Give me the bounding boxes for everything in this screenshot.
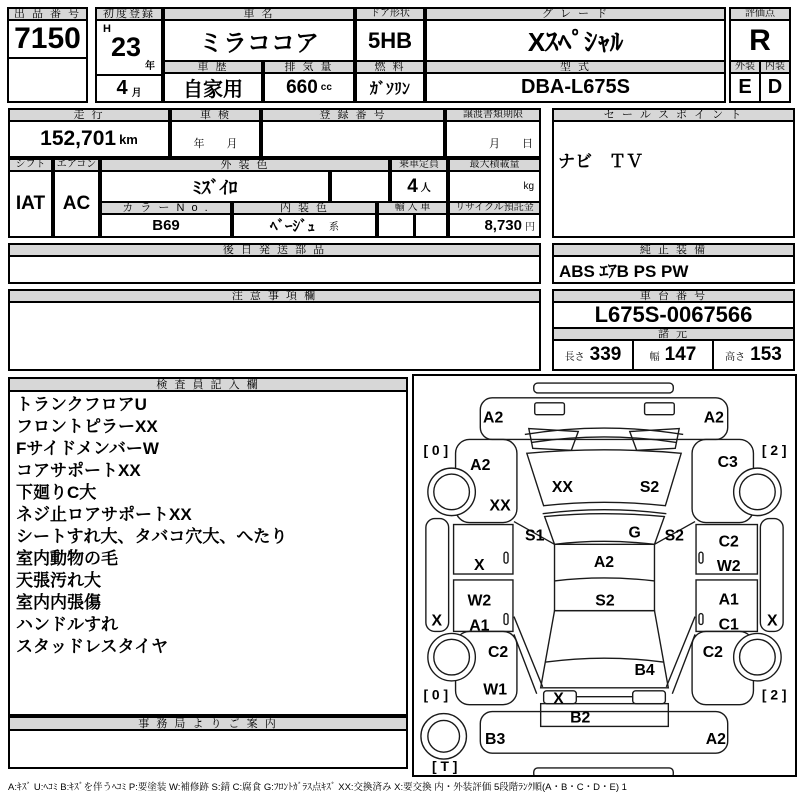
inspector-note-line: 天張汚れ大 xyxy=(16,571,101,590)
first-registration-year xyxy=(95,19,163,76)
inspector-note-line: 下廻りC大 xyxy=(16,483,97,502)
oem-equipment-value: ABS ｴｱB PS PW xyxy=(552,255,795,284)
damage-label: C1 xyxy=(718,616,739,634)
max-load-value xyxy=(448,170,541,203)
car-history-value: 自家用 xyxy=(163,72,263,103)
mileage-number: 152,701 xyxy=(40,127,117,150)
displacement-unit: cc xyxy=(320,82,332,93)
registration-number-value xyxy=(261,120,445,158)
inspector-notes-label: 検 査 員 記 入 欄 xyxy=(8,377,408,392)
wheels xyxy=(421,468,781,759)
legend-text: A:ｷｽﾞ U:ﾍｺﾐ B:ｷｽﾞを伴うﾍｺﾐ P:要塗装 W:補修跡 S:錆 C:腐食 G:ﾌﾛﾝﾄｶﾞﾗｽ点ｷｽﾞ XX:交換済み X:要交換 内・外装評価 5段階ﾗﾝｸ順(A・B・C・D・E) 1 xyxy=(8,782,627,793)
caution-label: 注 意 事 項 欄 xyxy=(8,289,541,303)
chassis-number-value: L675S-0067566 xyxy=(552,301,795,329)
later-parts-value xyxy=(8,255,541,284)
capacity-label: 乗車定員 xyxy=(390,158,448,172)
damage-label: W1 xyxy=(483,681,508,699)
score-value: R xyxy=(729,19,791,62)
recycle-deposit-value xyxy=(448,213,541,238)
first-registration-label: 初度登録 xyxy=(95,7,163,21)
damage-label: [ 0 ] xyxy=(423,686,449,703)
damage-label: A2 xyxy=(593,554,615,572)
damage-label: X xyxy=(553,690,564,708)
registration-number-label: 登 録 番 号 xyxy=(261,108,445,122)
damage-label: W2 xyxy=(716,558,741,576)
office-info-label: 事 務 局 よ り ご 案 内 xyxy=(8,716,408,731)
year-value: 23 xyxy=(110,32,141,62)
mileage-value xyxy=(8,120,170,158)
interior-color-name: ﾍﾞｰｼﾞｭ xyxy=(269,218,315,235)
color-no-value: B69 xyxy=(100,213,232,238)
recycle-unit: 円 xyxy=(525,222,535,233)
mileage-unit: km xyxy=(119,131,138,147)
model-code-value: DBA-L675S xyxy=(425,72,726,103)
year-suffix: 年 xyxy=(145,61,155,72)
mileage-label: 走 行 xyxy=(8,108,170,122)
transfer-docs-value: 月 日 xyxy=(445,120,541,158)
displacement-value xyxy=(263,72,355,103)
damage-label: X xyxy=(474,557,485,575)
damage-label: B3 xyxy=(485,731,506,749)
lot-number-empty xyxy=(7,57,88,103)
exterior-grade-value: E xyxy=(729,72,761,103)
damage-labels xyxy=(423,410,786,774)
damage-label: C2 xyxy=(487,644,509,662)
damage-label: A2 xyxy=(703,409,724,427)
damage-label: [ 2 ] xyxy=(761,686,787,703)
capacity-unit: 人 xyxy=(420,183,431,194)
interior-color-label: 内 装 色 xyxy=(232,201,377,215)
spec-height xyxy=(712,339,795,371)
damage-label: X xyxy=(766,612,778,630)
spec-width xyxy=(632,339,714,371)
damage-label: S2 xyxy=(639,478,660,496)
era-mark: H xyxy=(103,23,111,35)
spec-height-label: 高さ xyxy=(725,351,746,363)
damage-label: A1 xyxy=(718,591,739,609)
recycle-deposit-label: リサイクル預託金 xyxy=(448,201,541,215)
max-load-label: 最大積載量 xyxy=(448,158,541,172)
caution-value xyxy=(8,301,541,371)
spec-length-label: 長さ xyxy=(564,351,585,363)
grade-label: グ レ ー ド xyxy=(425,7,726,21)
damage-label: B2 xyxy=(570,709,591,727)
office-info-value xyxy=(8,729,408,769)
damage-label: [ 0 ] xyxy=(423,442,449,459)
capacity-value xyxy=(390,170,448,203)
damage-label: G xyxy=(628,524,641,542)
oem-equipment-label: 純 正 装 備 xyxy=(552,243,795,257)
interior-grade-value: D xyxy=(759,72,791,103)
inspector-note-line: ネジ止ロアサポートXX xyxy=(16,505,192,524)
interior-grade-label: 内装 xyxy=(759,60,791,74)
damage-label: X xyxy=(431,612,443,630)
inspector-note-line: ハンドルすれ xyxy=(16,615,118,634)
inspector-note-line: 室内動物の毛 xyxy=(16,549,118,568)
inspector-note-line: FサイドメンバーW xyxy=(16,439,159,458)
car-name-label: 車 名 xyxy=(163,7,355,21)
inspector-note-line: スタッドレスタイヤ xyxy=(16,637,169,656)
lot-number-label: 出 品 番 号 xyxy=(7,7,88,21)
inspection-expiry-value: 年 月 xyxy=(170,120,261,158)
displacement-label: 排 気 量 xyxy=(263,60,355,74)
damage-label: C2 xyxy=(718,533,739,551)
inspector-note-line: トランクフロアU xyxy=(16,395,147,414)
capacity-number: 4 xyxy=(407,175,418,197)
exterior-color-value: ﾐｽﾞｲﾛ xyxy=(100,170,330,203)
damage-label: XX xyxy=(551,478,574,496)
damage-label: [ 2 ] xyxy=(761,442,787,459)
car-name-value: ミラココア xyxy=(163,19,355,62)
door-shape-value: 5HB xyxy=(355,19,425,62)
sales-point-box xyxy=(552,120,795,238)
damage-label: S1 xyxy=(525,527,545,545)
car-damage-diagram xyxy=(414,376,795,775)
sales-point-text: ナビ ＴＶ xyxy=(558,152,643,171)
damage-label: C3 xyxy=(717,454,738,472)
damage-label: A2 xyxy=(470,457,491,475)
sales-point-label: セ ー ル ス ポ イ ン ト xyxy=(552,108,795,122)
spec-width-label: 幅 xyxy=(649,351,660,363)
score-label: 評価点 xyxy=(729,7,791,21)
inspection-expiry-label: 車 検 xyxy=(170,108,261,122)
inspector-note-line: コアサポートXX xyxy=(16,461,141,480)
transfer-docs-label: 譲渡書類期限 xyxy=(445,108,541,122)
month-suffix: 月 xyxy=(131,88,142,99)
chassis-number-label: 車 台 番 号 xyxy=(552,289,795,303)
damage-label: B4 xyxy=(634,661,655,679)
inspector-note-line: 室内内張傷 xyxy=(16,593,101,612)
spec-width-value: 147 xyxy=(664,344,697,365)
fuel-label: 燃 料 xyxy=(355,60,425,74)
recycle-number: 8,730 xyxy=(484,217,522,234)
exterior-color-empty xyxy=(330,170,390,203)
spec-length-value: 339 xyxy=(589,344,622,365)
door-shape-label: ドア形状 xyxy=(355,7,425,21)
lot-number-value: 7150 xyxy=(7,19,88,59)
import-label: 輸 入 車 xyxy=(377,201,448,215)
interior-color-suffix: 系 xyxy=(329,222,339,233)
month-value: 4 xyxy=(116,77,128,99)
grade-value: Xｽﾍﾟｼｬﾙ xyxy=(425,19,726,62)
import-empty-2 xyxy=(414,213,448,238)
inspector-note-line: フロントピラーXX xyxy=(16,417,158,436)
inspector-notes xyxy=(8,391,408,716)
specs-label: 諸 元 xyxy=(552,327,795,341)
inspector-note-line: シートすれ大、タバコ穴大、へたり xyxy=(16,527,288,546)
interior-color-value xyxy=(232,213,377,238)
aircon-label: エアコン xyxy=(53,158,100,172)
damage-label: [ T ] xyxy=(431,757,458,774)
color-no-label: カ ラ ー N o . xyxy=(100,201,232,215)
import-empty-1 xyxy=(377,213,415,238)
first-registration-month xyxy=(95,74,163,103)
later-parts-label: 後 日 発 送 部 品 xyxy=(8,243,541,257)
fuel-value: ｶﾞｿﾘﾝ xyxy=(355,72,425,103)
model-code-label: 型 式 xyxy=(425,60,726,74)
exterior-color-label: 外 装 色 xyxy=(100,158,390,172)
shift-value: IAT xyxy=(8,170,53,238)
damage-label: W2 xyxy=(467,592,492,610)
damage-label: A2 xyxy=(483,409,504,427)
car-history-label: 車 歴 xyxy=(163,60,263,74)
damage-diagram-box xyxy=(412,374,797,777)
exterior-grade-label: 外装 xyxy=(729,60,761,74)
car-outline xyxy=(426,383,783,775)
damage-label: S2 xyxy=(595,592,615,610)
damage-label: C2 xyxy=(702,644,723,662)
spec-length xyxy=(552,339,634,371)
damage-label: XX xyxy=(489,497,511,515)
max-load-unit: kg xyxy=(523,181,534,192)
shift-label: シフト xyxy=(8,158,53,172)
damage-label: A1 xyxy=(469,617,490,635)
damage-label: A2 xyxy=(705,731,726,749)
displacement-number: 660 xyxy=(286,76,318,98)
spec-height-value: 153 xyxy=(750,344,782,365)
damage-label: S2 xyxy=(664,527,684,545)
aircon-value: AC xyxy=(53,170,100,238)
